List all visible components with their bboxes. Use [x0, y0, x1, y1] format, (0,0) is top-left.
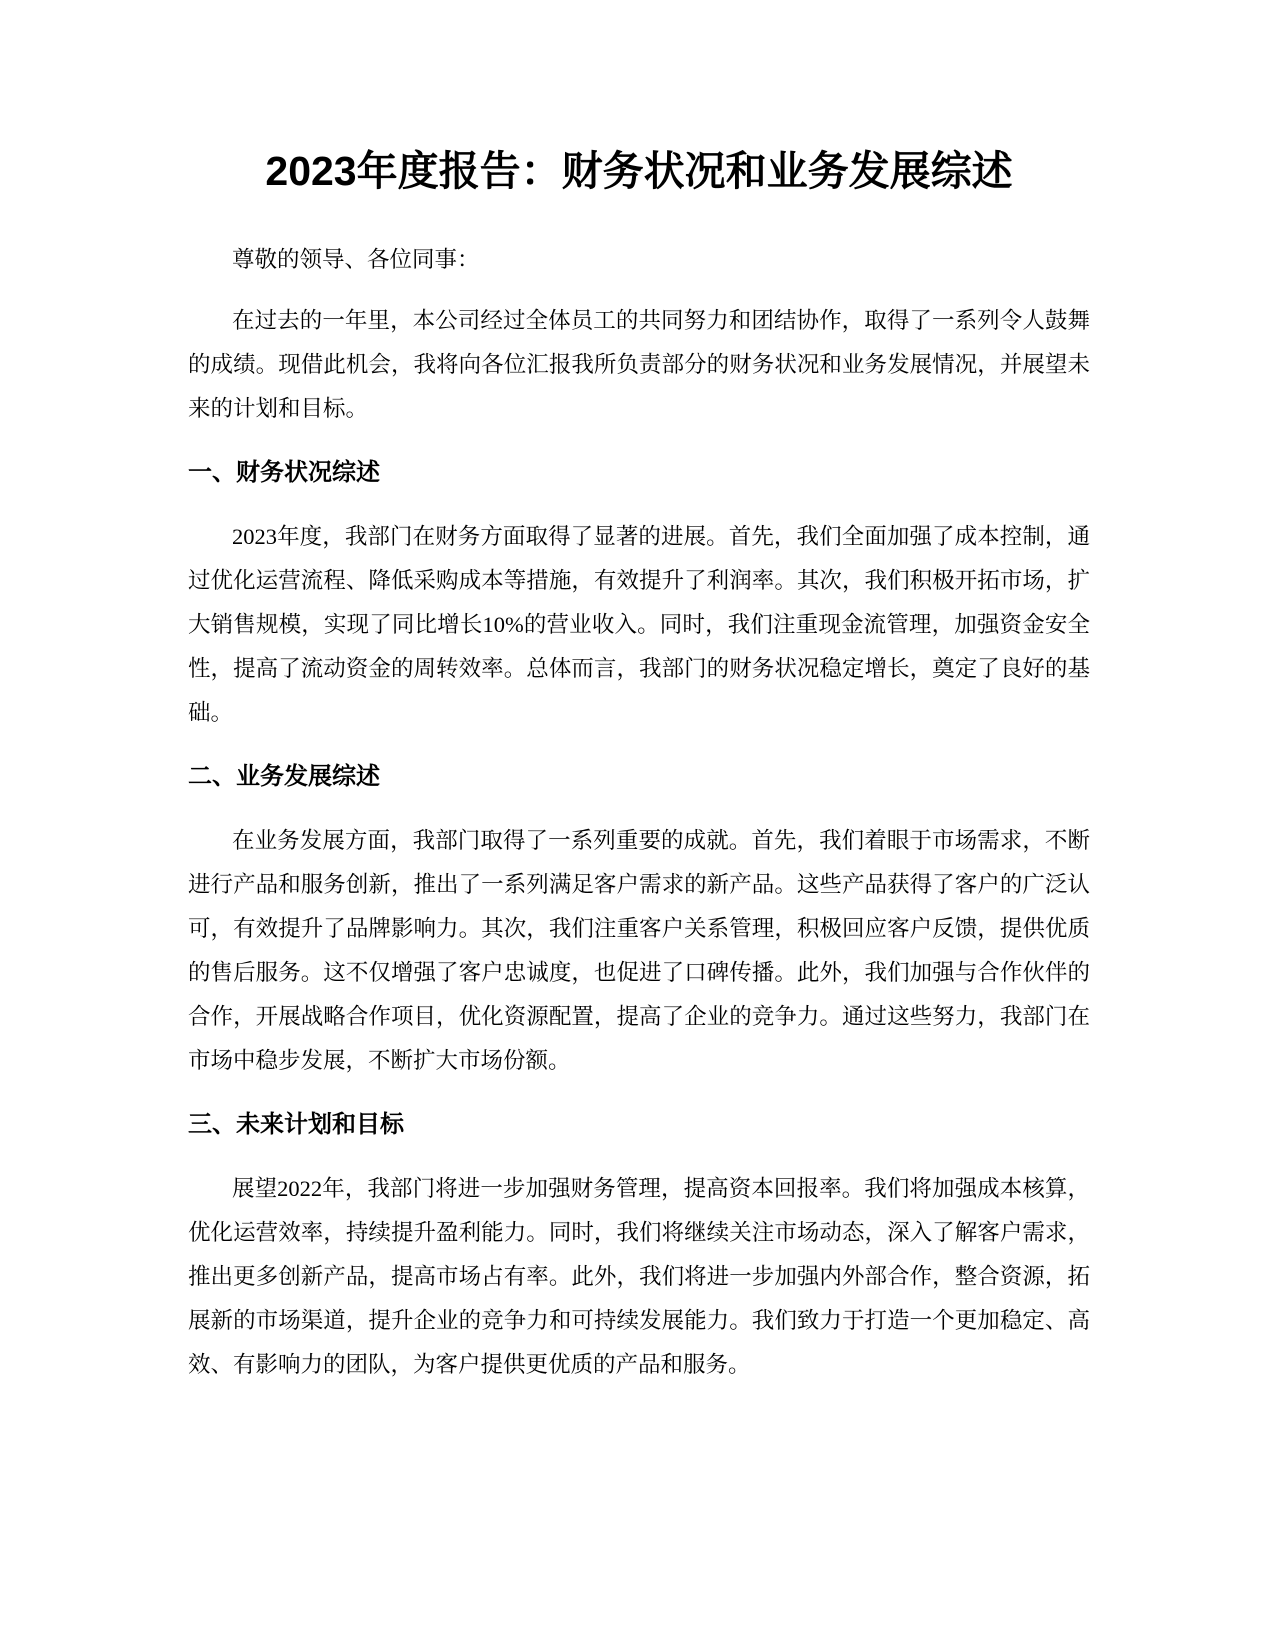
section-body-future-plans: 展望2022年，我部门将进一步加强财务管理，提高资本回报率。我们将加强成本核算，优化运营效率，持续提升盈利能力。同时，我们将继续关注市场动态，深入了解客户需求，推出更多创新产品，提高市场占有率。此外，我们将进一步加强内外部合作，整合资源，拓展新的市场渠道，提升企业的竞争力和可持续发展能力。我们致力于打造一个更加稳定、高效、有影响力的团队，为客户提供更优质的产品和服务。	[188, 1176, 1090, 1377]
document-body	[188, 140, 1090, 1387]
section-heading-business: 二、业务发展综述	[188, 763, 380, 790]
intro-paragraph: 在过去的一年里，本公司经过全体员工的共同努力和团结协作，取得了一系列令人鼓舞的成绩。现借此机会，我将向各位汇报我所负责部分的财务状况和业务发展情况，并展望未来的计划和目标。	[188, 308, 1090, 421]
section-body-business: 在业务发展方面，我部门取得了一系列重要的成就。首先，我们着眼于市场需求，不断进行产品和服务创新，推出了一系列满足客户需求的新产品。这些产品获得了客户的广泛认可，有效提升了品牌影响力。其次，我们注重客户关系管理，积极回应客户反馈，提供优质的售后服务。这不仅增强了客户忠诚度，也促进了口碑传播。此外，我们加强与合作伙伴的合作，开展战略合作项目，优化资源配置，提高了企业的竞争力。通过这些努力，我部门在市场中稳步发展，不断扩大市场份额。	[188, 828, 1090, 1073]
section-heading-future-plans: 三、未来计划和目标	[188, 1111, 404, 1138]
section-body-finance: 2023年度，我部门在财务方面取得了显著的进展。首先，我们全面加强了成本控制，通过优化运营流程、降低采购成本等措施，有效提升了利润率。其次，我们积极开拓市场，扩大销售规模，实现了同比增长10%的营业收入。同时，我们注重现金流管理，加强资金安全性，提高了流动资金的周转效率。总体而言，我部门的财务状况稳定增长，奠定了良好的基础。	[188, 524, 1090, 725]
salutation: 尊敬的领导、各位同事：	[232, 247, 480, 272]
document-title: 2023年度报告：财务状况和业务发展综述	[265, 148, 1013, 194]
section-heading-finance: 一、财务状况综述	[188, 459, 380, 486]
